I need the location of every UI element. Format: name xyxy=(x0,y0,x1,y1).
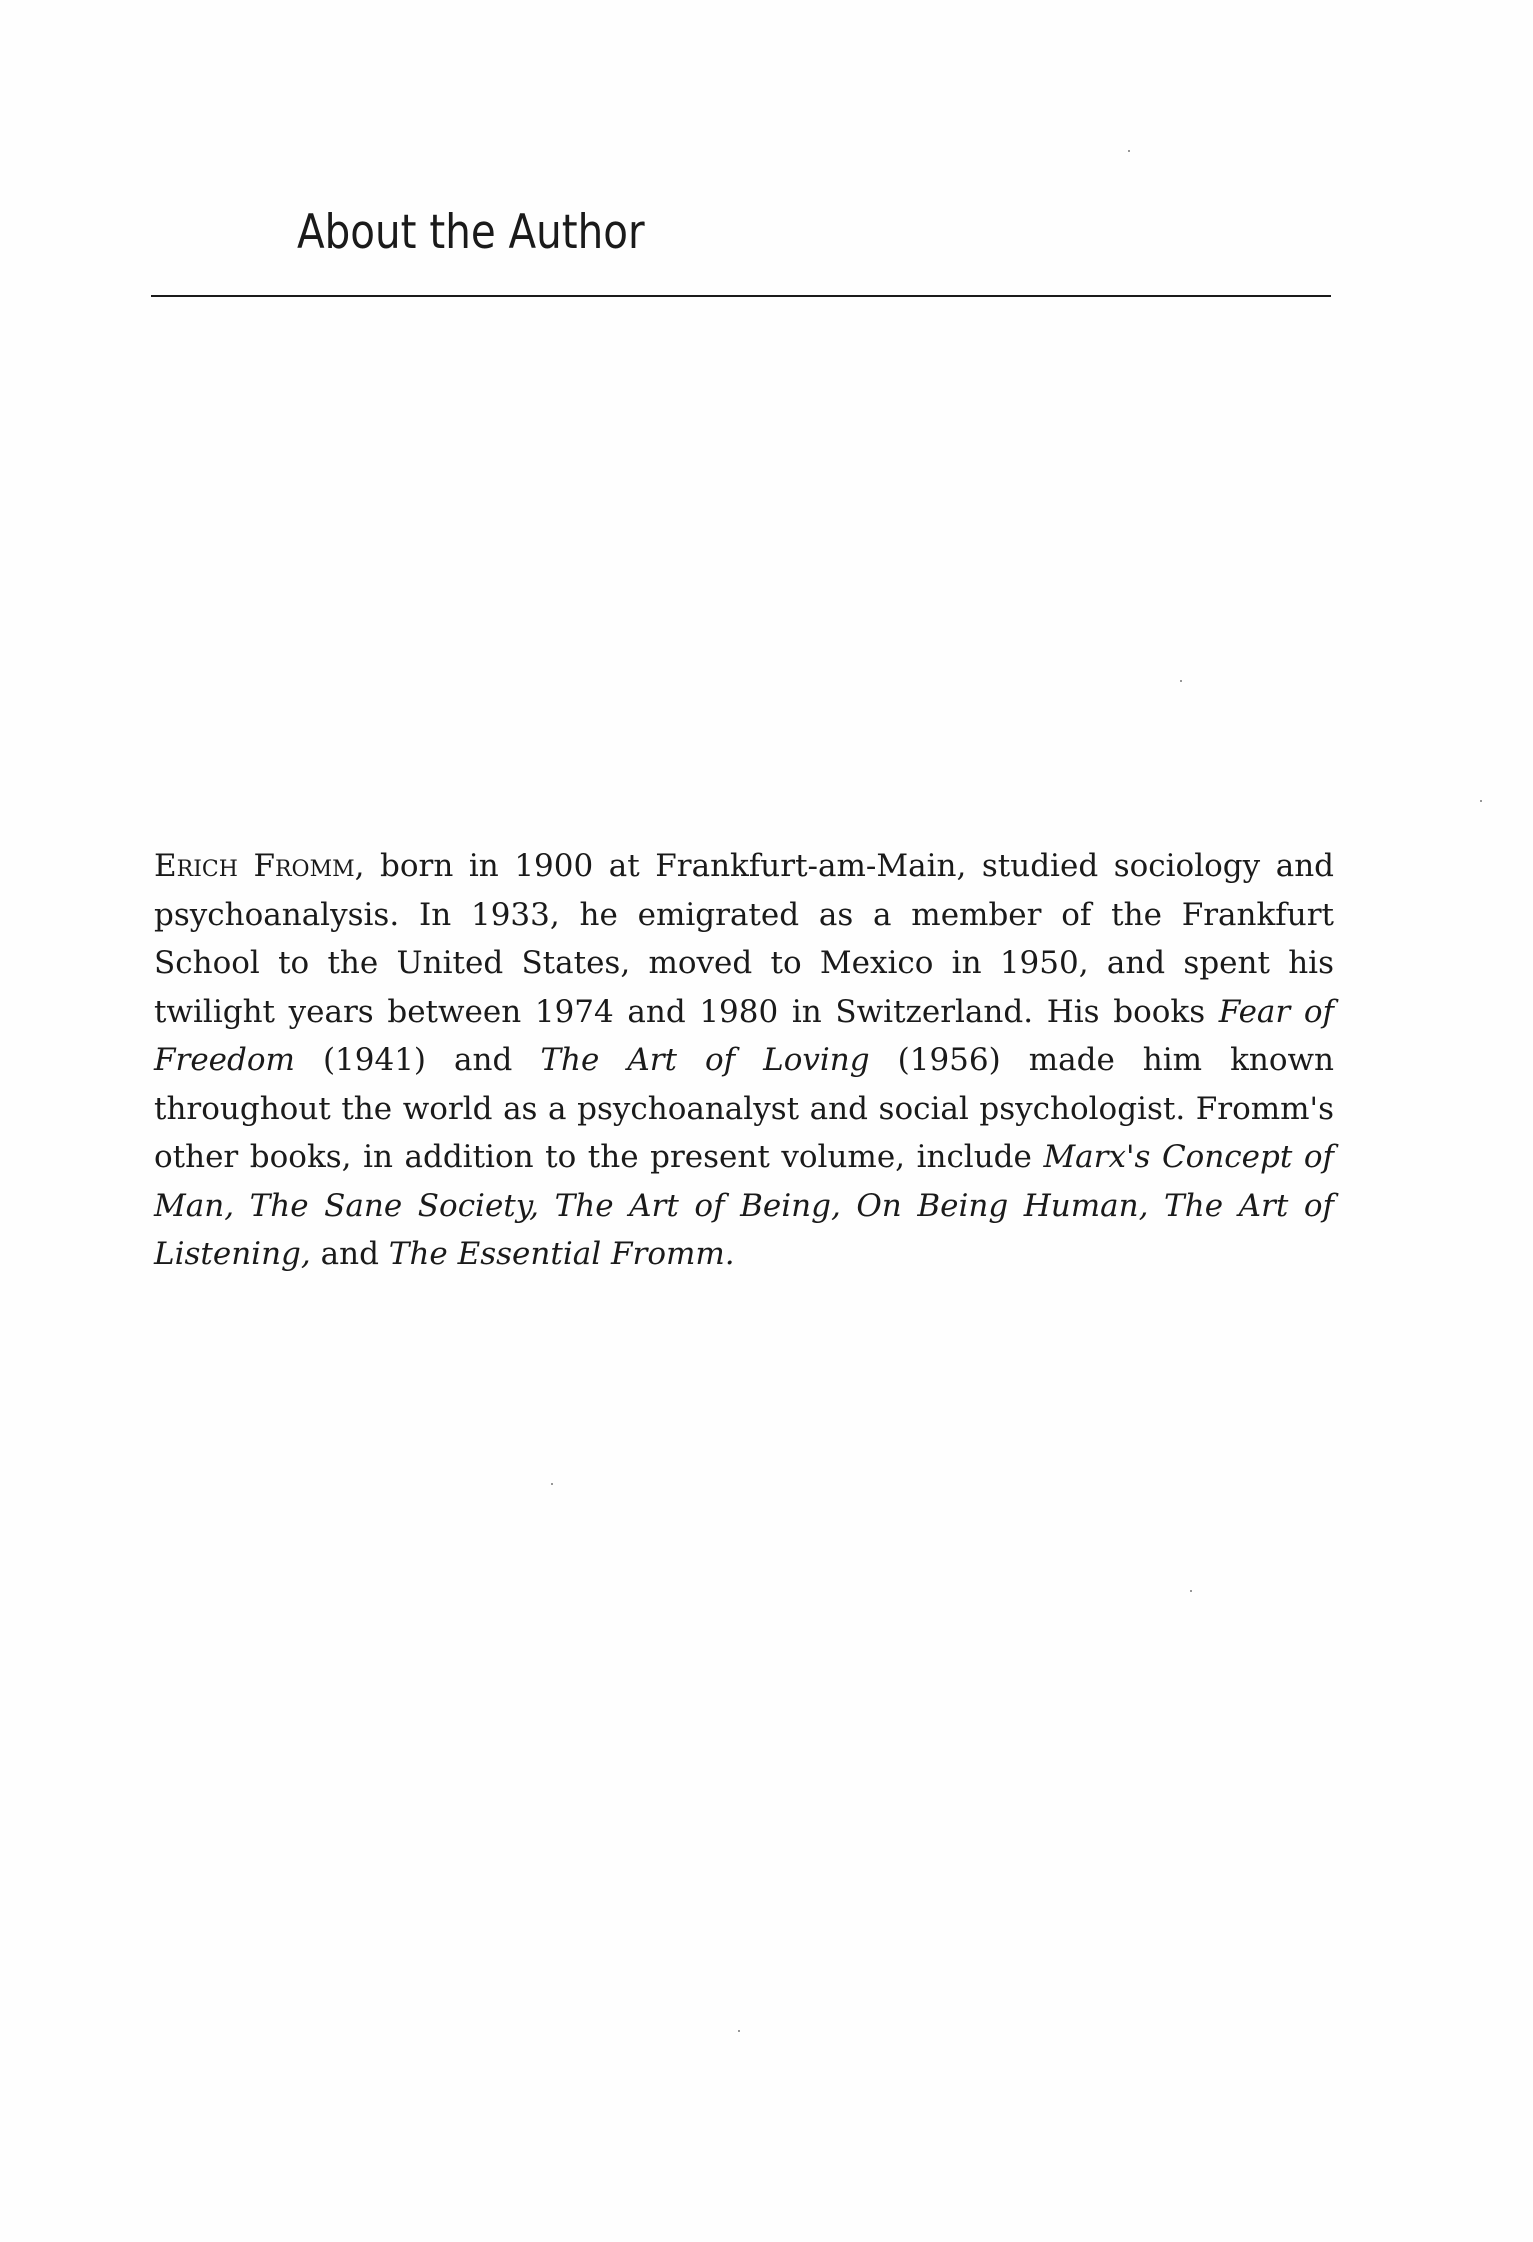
book-titles-list: Marx's Concept of Man, The Sane Society, The Art of Being, On Being Human, The Art of Listening, xyxy=(154,1139,1334,1272)
page-title: About the Author xyxy=(297,205,645,260)
scan-speck xyxy=(1180,680,1182,682)
scan-speck xyxy=(1190,1590,1192,1592)
author-name: Erich Fromm xyxy=(154,848,355,884)
book-title-fear-of-freedom: Fear of Freedom xyxy=(154,993,1334,1078)
title-rule xyxy=(151,295,1331,297)
scan-speck xyxy=(1128,150,1130,152)
bio-text-4: and xyxy=(310,1236,389,1272)
book-title-art-of-loving: The Art of Loving xyxy=(540,1042,870,1078)
scan-speck xyxy=(551,1483,553,1485)
bio-text-1: born in 1900 at Frankfurt-am-Main, studied sociology and psychoanalysis. In 1933, he emigrated as a member of the Frankfurt School to the United States, moved to Mexico in 1950, and spent his twilight years between 1974 and 1980 in Switzerland. His books xyxy=(154,848,1335,1030)
bio-text-3: (1956) made him known throughout the world as a psychoanalyst and social psychologist. Fromm's other books, in addition to the present volume, include xyxy=(154,1042,1334,1175)
author-bio: Erich Fromm, born in 1900 at Frankfurt-am-Main, studied sociology and psychoanalysis. In 1933, he emigrated as a member of the Frankfurt School to the United States, moved to Mexico in 1950, and spent his twilight years between 1974 and 1980 in Switzerland. His books Fear of Freedom (1941) and The Art of Loving (1956) made him known throughout the world as a psychoanalyst and social psychologist. Fromm's other books, in addition to the present volume, include Marx's Concept of Man, The Sane Society, The Art of Being, On Being Human, The Art of Listening, and The Essential Fromm. xyxy=(154,848,1335,1272)
bio-text-2: (1941) and xyxy=(294,1042,541,1078)
scan-speck xyxy=(738,2030,740,2032)
scan-speck xyxy=(1480,800,1482,802)
book-title-essential-fromm: The Essential Fromm. xyxy=(388,1236,735,1272)
